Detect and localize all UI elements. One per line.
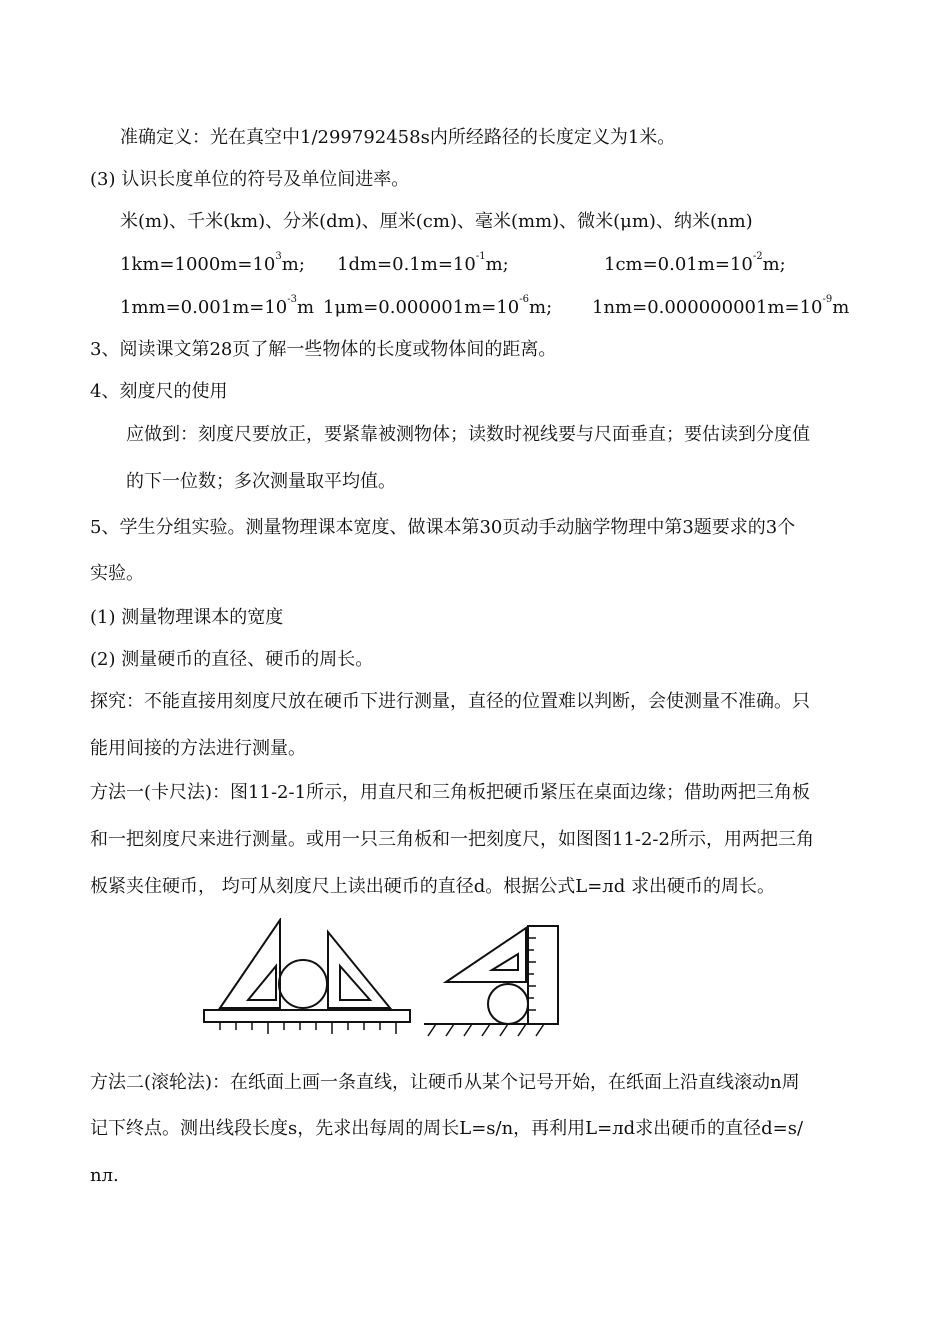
item-5-line-1: 5、学生分组实验。测量物理课本宽度、做课本第30页动手动脑学物理中第3题要求的3个 [90,517,796,538]
ruler-usage-line-1: 应做到：刻度尺要放正，要紧靠被测物体；读数时视线要与尺面垂直；要估读到分度值 [126,424,810,445]
right-triangle-inner [340,966,370,1000]
conversion-nm [592,296,849,320]
figure-11-2-1 [204,920,410,1034]
exponent: -3 [287,294,298,305]
conv-unit: m; [529,297,553,318]
conv-unit: m [832,297,850,318]
item-4-heading: 4、刻度尺的使用 [90,381,228,402]
ruler-ticks [220,1022,396,1034]
conv-unit: m [297,297,315,318]
conversion-km [120,253,305,277]
exponent: -6 [519,294,529,305]
ruler [204,1010,410,1022]
conv-text: 1cm=0.01m=10 [604,254,753,275]
conv-unit: m; [762,254,786,275]
ruler-usage-line-2: 的下一位数；多次测量取平均值。 [126,471,396,492]
item-3-reading: 3、阅读课文第28页了解一些物体的长度或物体间的距离。 [90,339,557,360]
conv-text: 1km=1000m=10 [120,254,276,275]
explore-line-2: 能用间接的方法进行测量。 [90,738,306,759]
conversion-dm [337,253,509,277]
method-1-line-1: 方法一(卡尺法)：图11-2-1所示，用直尺和三角板把硬币紧压在桌面边缘；借助两把三角板 [90,782,811,803]
experiment-1: (1) 测量物理课本的宽度 [90,607,284,628]
left-triangle-inner [248,966,276,1000]
triangle-plate [446,928,526,982]
item-5-line-2: 实验。 [90,563,144,584]
triangle-plate-inner [492,954,518,970]
method-2-line-1: 方法二(滚轮法)：在纸面上画一条直线，让硬币从某个记号开始，在纸面上沿直线滚动n周 [90,1072,800,1093]
coin [488,984,528,1024]
table-hatch [428,1024,544,1036]
conversion-um [323,296,552,320]
method-1-line-3: 板紧夹住硬币， 均可从刻度尺上读出硬币的直径d。根据公式L=лd 求出硬币的周长。 [90,876,775,897]
left-triangle [220,920,280,1008]
method-2-line-2: 记下终点。测出线段长度s，先求出每周的周长L=s/n，再利用L=лd求出硬币的直径d=s/ [90,1118,804,1139]
conversion-mm [120,296,314,320]
conv-unit: m; [281,254,305,275]
conv-text: 1mm=0.001m=10 [120,297,288,318]
method-2-line-3: nл. [90,1165,119,1186]
subheading-unit-symbols: (3) 认识长度单位的符号及单位间进率。 [90,169,410,190]
exponent: -9 [822,294,833,305]
exponent: -2 [752,251,763,262]
conv-text: 1dm=0.1m=10 [337,254,476,275]
exponent: -1 [475,251,486,262]
conv-text: 1nm=0.000000001m=10 [592,297,823,318]
conv-text: 1μm=0.000001m=10 [323,297,520,318]
unit-list: 米(m)、千米(km)、分米(dm)、厘米(cm)、毫米(mm)、微米(μm)、纳米(nm) [120,211,753,232]
figure-11-2-2 [424,926,558,1036]
coin [279,960,327,1008]
conversion-cm [604,253,786,277]
explore-line-1: 探究：不能直接用刻度尺放在硬币下进行测量，直径的位置难以判断，会使测量不准确。只 [90,691,810,712]
coin-measurement-figure [200,918,580,1050]
vertical-ruler-ticks [528,938,536,1010]
conv-unit: m; [485,254,509,275]
method-1-line-2: 和一把刻度尺来进行测量。或用一只三角板和一把刻度尺，如图图11-2-2所示，用两把三角 [90,829,814,850]
right-triangle [328,932,390,1008]
exponent: 3 [275,251,282,262]
experiment-2: (2) 测量硬币的直径、硬币的周长。 [90,649,374,670]
definition-line: 准确定义：光在真空中1/299792458s内所经路径的长度定义为1米。 [120,127,676,148]
